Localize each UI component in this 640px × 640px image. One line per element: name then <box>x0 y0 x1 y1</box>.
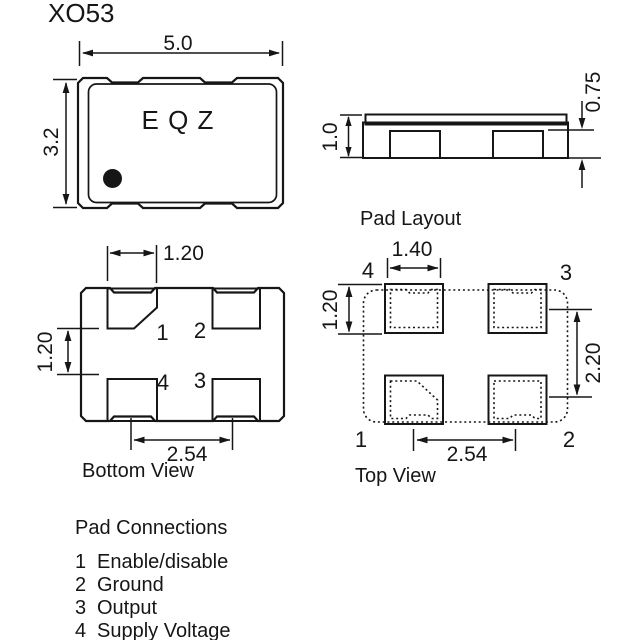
dim-bv-pitch <box>131 418 233 466</box>
arrowhead-up <box>346 286 353 297</box>
dim-label-total-height: 1.0 <box>319 122 342 152</box>
pad-connection-label: Supply Voltage <box>97 620 231 640</box>
dim-label-bv-pad-gap: 1.20 <box>34 331 57 373</box>
arrowhead-right <box>503 437 514 444</box>
bv-pad-number-4: 4 <box>156 370 170 395</box>
page-title: XO53 <box>48 0 115 28</box>
pad-connection-num: 4 <box>75 620 87 640</box>
pin1-dot <box>103 169 122 188</box>
pad-connection-label: Output <box>97 597 158 619</box>
pad-connections-row <box>75 551 228 573</box>
tv-pad-number-2: 2 <box>562 427 576 452</box>
pad-connections-heading: Pad Connections <box>75 517 228 539</box>
side-pad-left <box>390 131 440 158</box>
arrowhead-left <box>82 50 93 57</box>
dim-package-height <box>40 80 77 208</box>
tv-pad-1 <box>385 376 443 425</box>
arrowhead-left <box>134 437 145 444</box>
arrowhead-down <box>574 385 581 396</box>
package-marking-view <box>40 32 283 208</box>
tv-pad-number-3: 3 <box>559 260 573 285</box>
tv-device-pad-4-dotted <box>391 290 438 328</box>
bottom-view-caption: Bottom View <box>82 460 194 482</box>
dim-label-package-width: 5.0 <box>163 32 193 55</box>
pad-connections-row <box>75 574 164 596</box>
pad-connections <box>75 517 230 640</box>
dim-bv-pad-gap <box>34 329 99 375</box>
arrowhead-down <box>345 147 351 157</box>
dim-body-height <box>548 72 605 188</box>
bottom-view <box>34 242 284 482</box>
arrowhead-up <box>579 159 586 170</box>
arrowhead-left <box>110 250 121 257</box>
arrowhead-down <box>346 322 353 333</box>
dim-label-tv-pad-width: 1.40 <box>391 238 433 261</box>
bv-pad-1 <box>108 289 158 329</box>
dim-label-bv-pitch: 2.54 <box>166 443 208 466</box>
top-view-caption: Top View <box>355 465 436 487</box>
dim-tv-pad-width <box>388 238 441 278</box>
arrowhead-right <box>220 437 231 444</box>
tv-device-pad-1-dotted <box>391 381 438 419</box>
dim-label-body-height: 0.75 <box>582 71 605 113</box>
arrowhead-left <box>417 437 428 444</box>
pad-connection-num: 2 <box>75 574 87 596</box>
pad-connection-label: Ground <box>97 574 164 596</box>
arrowhead-down <box>579 118 586 129</box>
arrowhead-down <box>65 362 72 373</box>
dim-label-bv-pad-width: 1.20 <box>163 242 204 265</box>
dim-label-package-height: 3.2 <box>40 127 63 157</box>
dim-bv-pad-width <box>108 242 204 283</box>
pad-connection-num: 1 <box>75 551 87 573</box>
tv-device-pad-2-dotted <box>494 381 541 419</box>
bv-pad-2 <box>213 289 261 329</box>
arrowhead-right <box>144 250 155 257</box>
bv-pad-number-2: 2 <box>193 318 207 343</box>
side-body <box>363 123 568 159</box>
arrowhead-right <box>428 265 439 272</box>
bv-pad-number-3: 3 <box>193 368 207 393</box>
side-pad-right <box>493 131 543 158</box>
side-view <box>319 72 605 188</box>
arrowhead-up <box>65 330 72 341</box>
tv-pad-3 <box>489 284 547 333</box>
tv-package-outline-dotted <box>364 290 568 422</box>
dim-tv-pad-height <box>319 285 382 335</box>
arrowhead-up <box>345 116 351 126</box>
package-outline <box>78 78 283 208</box>
bv-pad-4 <box>108 379 158 421</box>
bv-pad-3 <box>213 379 261 421</box>
bv-pad-number-1: 1 <box>156 320 169 345</box>
arrowhead-up <box>574 311 581 322</box>
pad-layout-heading: Pad Layout <box>360 208 462 230</box>
dim-total-height <box>319 115 362 158</box>
dim-package-width <box>80 32 283 66</box>
pad-connections-row <box>75 597 157 619</box>
tv-pad-number-1: 1 <box>354 427 368 452</box>
arrowhead-up <box>63 82 70 93</box>
arrowhead-left <box>390 265 401 272</box>
dim-tv-row-pitch <box>549 310 605 398</box>
tv-pad-2 <box>489 376 547 425</box>
pad-connections-row <box>75 620 230 640</box>
arrowhead-down <box>63 194 70 205</box>
dim-label-tv-row-pitch: 2.20 <box>582 342 605 384</box>
pad-connection-label: Enable/disable <box>97 551 229 573</box>
bottom-view-outline <box>81 288 284 421</box>
tv-pad-4 <box>385 284 443 333</box>
dim-label-tv-pad-height: 1.20 <box>319 289 342 331</box>
dim-tv-column-pitch <box>414 429 516 466</box>
dim-label-tv-column-pitch: 2.54 <box>446 443 488 466</box>
tv-device-pad-3-dotted <box>494 290 541 328</box>
arrowhead-right <box>269 50 280 57</box>
pad-connection-num: 3 <box>75 597 87 619</box>
package-marking-text: E Q Z <box>141 105 215 135</box>
tv-pad-number-4: 4 <box>361 258 375 283</box>
pad-layout-view <box>319 208 605 487</box>
